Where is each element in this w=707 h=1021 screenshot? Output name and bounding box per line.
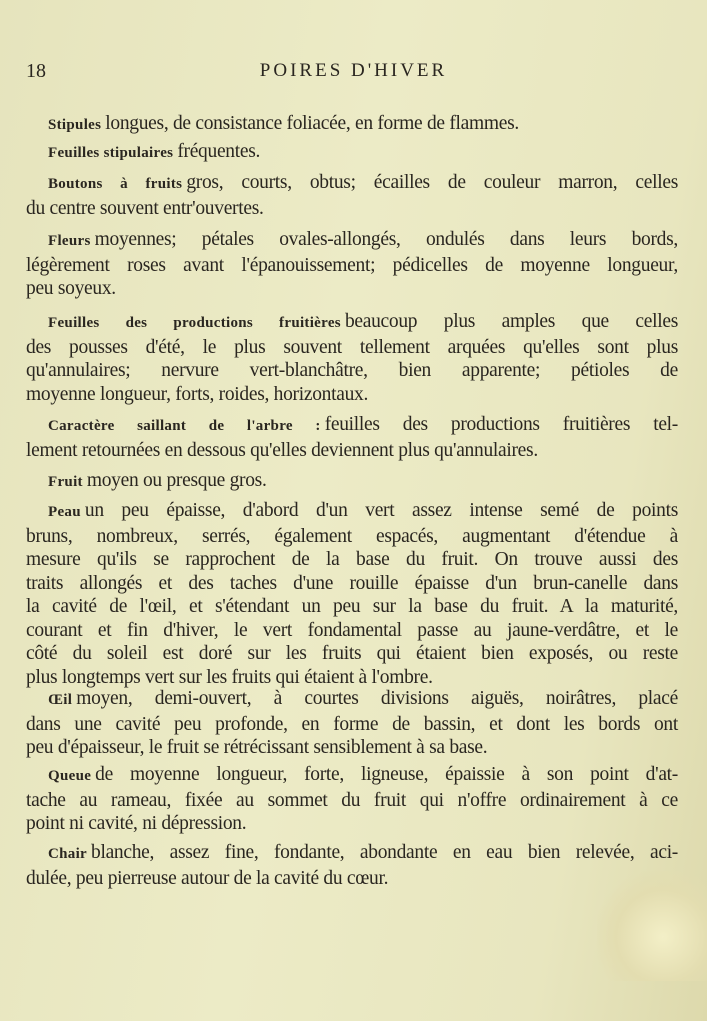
paragraph-lead: Caractère saillant de l'arbre : xyxy=(48,418,321,434)
text-line xyxy=(26,736,678,760)
text-line xyxy=(26,413,678,439)
line-text: traits allongés et des taches d'une rouille épaisse d'un brun-canelle dans xyxy=(26,572,678,594)
line-text: gros, courts, obtus; écailles de couleur marron, celles xyxy=(186,172,678,193)
text-line xyxy=(26,763,678,789)
paragraph-lead: Fleurs xyxy=(48,233,91,249)
line-text: blanche, assez fine, fondante, abondante en eau bien relevée, aci- xyxy=(91,842,678,863)
line-text: légèrement roses avant l'épanouissement; pédicelles de moyenne longueur, xyxy=(26,254,678,276)
line-text: du centre souvent entr'ouvertes. xyxy=(26,197,264,219)
line-text: fréquentes. xyxy=(177,141,261,162)
paragraph-lead: Peau xyxy=(48,504,81,520)
text-line xyxy=(26,171,678,197)
paragraph-lead: Fruit xyxy=(48,474,83,490)
paragraph-lead: Œil xyxy=(48,692,73,708)
text-line xyxy=(26,642,678,666)
text-line xyxy=(26,789,678,813)
text-line xyxy=(26,383,678,407)
paragraph xyxy=(26,841,678,890)
text-line xyxy=(26,336,678,360)
line-text: la cavité de l'œil, et s'étendant un peu sur la base du fruit. A la maturité, xyxy=(26,596,678,617)
text-line xyxy=(26,713,678,737)
line-text: peu soyeux. xyxy=(26,278,116,299)
text-line xyxy=(26,469,678,495)
text-line xyxy=(26,439,678,463)
line-text: un peu épaisse, d'abord d'un vert assez intense semé de points xyxy=(84,500,678,521)
paragraph-lead: Boutons à fruits xyxy=(48,176,183,192)
text-line xyxy=(26,254,678,278)
paragraph-lead: Feuilles stipulaires xyxy=(48,145,174,161)
paragraph-lead: Feuilles des productions fruitières xyxy=(48,315,341,331)
text-line xyxy=(26,525,678,549)
text-line xyxy=(26,841,678,867)
page-number: 18 xyxy=(26,60,46,82)
line-text: tache au rameau, fixée au sommet du fruit qui n'offre ordinairement à ce xyxy=(26,789,678,811)
paragraph xyxy=(26,310,678,406)
line-text: lement retournées en dessous qu'elles deviennent plus qu'annulaires. xyxy=(26,439,538,461)
text-line xyxy=(26,359,678,383)
line-text: dulée, peu pierreuse autour de la cavité du cœur. xyxy=(26,867,389,889)
paragraph-lead: Queue xyxy=(48,768,92,784)
text-line xyxy=(26,687,678,713)
text-line xyxy=(26,499,678,525)
line-text: moyennes; pétales ovales-allongés, ondulés dans leurs bords, xyxy=(94,229,678,250)
text-line xyxy=(26,277,678,301)
line-text: qu'annulaires; nervure vert-blanchâtre, bien apparente; pétioles de xyxy=(26,360,678,381)
paragraph xyxy=(26,763,678,836)
paragraph xyxy=(26,499,678,689)
line-text: courant et fin d'hiver, le vert fondamental passe au jaune-verdâtre, et le xyxy=(26,619,678,641)
text-line xyxy=(26,595,678,619)
text-line xyxy=(26,310,678,336)
line-text: longues, de consistance foliacée, en forme de flammes. xyxy=(105,113,519,134)
text-line xyxy=(26,619,678,643)
line-text: de moyenne longueur, forte, ligneuse, épaissie à son point d'at- xyxy=(95,764,678,785)
text-line xyxy=(26,548,678,572)
line-text: point ni cavité, ni dépression. xyxy=(26,813,247,834)
text-line xyxy=(26,228,678,254)
line-text: moyenne longueur, forts, roides, horizontaux. xyxy=(26,383,369,405)
line-text: moyen ou presque gros. xyxy=(86,470,267,491)
paragraph xyxy=(26,413,678,462)
running-title: POIRES D'HIVER xyxy=(259,60,448,81)
line-text: mesure qu'ils se rapprochent de la base du fruit. On trouve aussi des xyxy=(26,549,678,570)
line-text: côté du soleil est doré sur les fruits qui étaient bien exposés, ou reste xyxy=(26,643,678,664)
text-line xyxy=(26,140,678,166)
line-text: peu d'épaisseur, le fruit se rétrécissant sensiblement à sa base. xyxy=(26,737,488,758)
paragraph-lead: Chair xyxy=(48,846,87,862)
line-text: beaucoup plus amples que celles xyxy=(344,311,679,332)
text-line xyxy=(26,666,678,690)
line-text: des pousses d'été, le plus souvent tellement arquées qu'elles sont plus xyxy=(26,336,678,358)
line-text: moyen, demi-ouvert, à courtes divisions aiguës, noirâtres, placé xyxy=(76,688,678,709)
paragraph xyxy=(26,112,678,138)
paragraph xyxy=(26,171,678,220)
line-text: bruns, nombreux, serrés, également espacés, augmentant d'étendue à xyxy=(26,525,678,547)
line-text: feuilles des productions fruitières tel- xyxy=(324,414,678,435)
text-line xyxy=(26,112,678,138)
line-text: dans une cavité peu profonde, en forme de bassin, et dont les bords ont xyxy=(26,713,678,735)
paragraph xyxy=(26,228,678,301)
paragraph xyxy=(26,687,678,760)
text-line xyxy=(26,572,678,596)
line-text: plus longtemps vert sur les fruits qui étaient à l'ombre. xyxy=(26,666,433,688)
text-line xyxy=(26,197,678,221)
paragraph xyxy=(26,140,678,166)
text-line xyxy=(26,812,678,836)
paragraph xyxy=(26,469,678,495)
paragraph-lead: Stipules xyxy=(48,117,102,133)
text-line xyxy=(26,867,678,891)
